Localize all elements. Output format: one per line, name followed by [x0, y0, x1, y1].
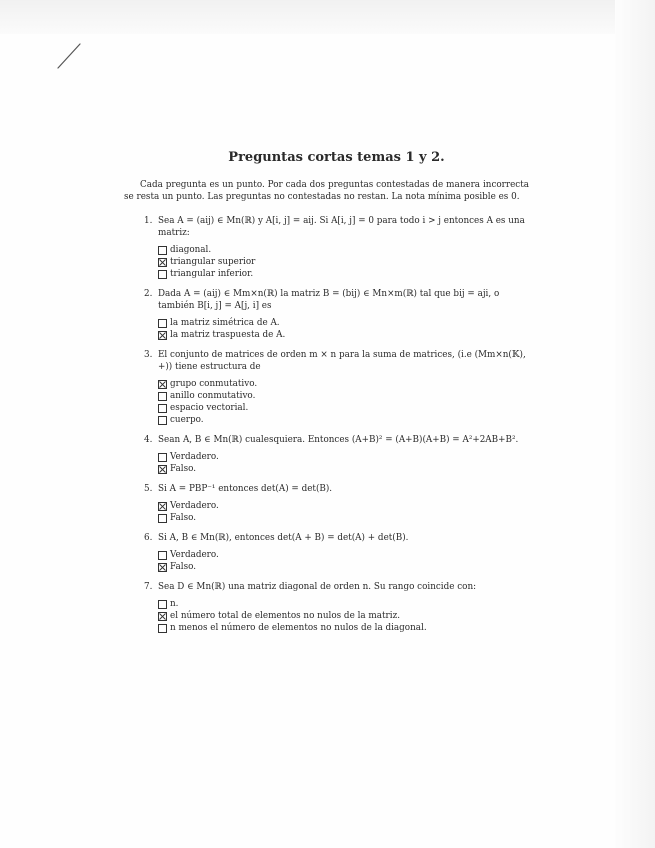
option-list — [158, 500, 529, 524]
option-item[interactable] — [158, 390, 529, 402]
option-item[interactable] — [158, 512, 529, 524]
question-text: Si A, B ∈ Mn(ℝ), entonces det(A + B) = det(A) + det(B). — [158, 533, 409, 543]
question-text: Dada A = (aij) ∈ Mm×n(ℝ) la matriz B = (bij) ∈ Mn×m(ℝ) tal que bij = aji, o también B[i, j] = A[j, i] es — [158, 289, 500, 311]
option-label: Falso. — [170, 513, 197, 523]
option-item[interactable] — [158, 451, 529, 463]
question-text: Sea A = (aij) ∈ Mn(ℝ) y A[i, j] = aij. Si A[i, j] = 0 para todo i > j entonces A es una matriz: — [158, 216, 525, 238]
question-body — [158, 349, 529, 426]
empty-checkbox[interactable] — [158, 624, 167, 633]
question-number: 5. — [144, 484, 153, 494]
option-list — [158, 598, 529, 634]
question-body — [158, 483, 529, 524]
option-label: grupo conmutativo. — [170, 379, 258, 389]
option-label: Verdadero. — [170, 501, 219, 511]
option-list — [158, 244, 529, 280]
question-number: 2. — [144, 289, 153, 299]
x-mark-icon — [159, 564, 166, 571]
option-label: triangular inferior. — [170, 269, 254, 279]
question-number: 6. — [144, 533, 153, 543]
x-mark-icon — [159, 613, 166, 620]
exam-sheet — [124, 150, 529, 642]
option-item[interactable] — [158, 268, 529, 280]
option-item[interactable] — [158, 402, 529, 414]
checked-checkbox[interactable] — [158, 380, 167, 389]
option-item[interactable] — [158, 378, 529, 390]
question-5 — [144, 483, 529, 524]
empty-checkbox[interactable] — [158, 453, 167, 462]
option-label: la matriz simétrica de A. — [170, 318, 280, 328]
question-3 — [144, 349, 529, 426]
option-item[interactable] — [158, 549, 529, 561]
question-text: El conjunto de matrices de orden m × n para la suma de matrices, (i.e (Mm×n(𝕂), +)) tiene estructura de — [158, 350, 526, 372]
option-item[interactable] — [158, 329, 529, 341]
empty-checkbox[interactable] — [158, 404, 167, 413]
question-text: Sean A, B ∈ Mn(ℝ) cualesquiera. Entonces (A+B)² = (A+B)(A+B) = A²+2AB+B². — [158, 435, 519, 445]
option-item[interactable] — [158, 317, 529, 329]
checked-checkbox[interactable] — [158, 258, 167, 267]
checked-checkbox[interactable] — [158, 465, 167, 474]
question-number: 4. — [144, 435, 153, 445]
option-list — [158, 451, 529, 475]
option-label: triangular superior — [170, 257, 256, 267]
x-mark-icon — [159, 503, 166, 510]
option-label: espacio vectorial. — [170, 403, 249, 413]
question-text: Si A = PBP⁻¹ entonces det(A) = det(B). — [158, 484, 333, 494]
option-label: n menos el número de elementos no nulos de la diagonal. — [170, 623, 427, 633]
option-label: el número total de elementos no nulos de la matriz. — [170, 611, 400, 621]
question-list — [144, 215, 529, 634]
option-label: cuerpo. — [170, 415, 204, 425]
checked-checkbox[interactable] — [158, 331, 167, 340]
question-number: 3. — [144, 350, 153, 360]
pen-stroke-mark — [52, 40, 84, 72]
question-1 — [144, 215, 529, 280]
option-label: Verdadero. — [170, 452, 219, 462]
question-2 — [144, 288, 529, 341]
option-label: diagonal. — [170, 245, 212, 255]
empty-checkbox[interactable] — [158, 392, 167, 401]
empty-checkbox[interactable] — [158, 551, 167, 560]
question-number: 7. — [144, 582, 153, 592]
option-item[interactable] — [158, 500, 529, 512]
option-label: Verdadero. — [170, 550, 219, 560]
option-item[interactable] — [158, 463, 529, 475]
option-label: Falso. — [170, 562, 197, 572]
x-mark-icon — [159, 332, 166, 339]
exam-instructions: Cada pregunta es un punto. Por cada dos preguntas contestadas de manera incorrecta se resta un punto. Las preguntas no contestadas no restan. La nota mínima posible es 0. — [124, 180, 529, 202]
option-label: Falso. — [170, 464, 197, 474]
x-mark-icon — [159, 466, 166, 473]
option-item[interactable] — [158, 598, 529, 610]
empty-checkbox[interactable] — [158, 270, 167, 279]
option-list — [158, 549, 529, 573]
question-body — [158, 215, 529, 280]
empty-checkbox[interactable] — [158, 600, 167, 609]
option-item[interactable] — [158, 414, 529, 426]
option-list — [158, 378, 529, 426]
question-4 — [144, 434, 529, 475]
paper-right-edge — [615, 0, 655, 848]
x-mark-icon — [159, 381, 166, 388]
option-item[interactable] — [158, 561, 529, 573]
question-body — [158, 532, 529, 573]
question-7 — [144, 581, 529, 634]
question-text: Sea D ∈ Mn(ℝ) una matriz diagonal de orden n. Su rango coincide con: — [158, 582, 477, 592]
option-label: la matriz traspuesta de A. — [170, 330, 286, 340]
option-item[interactable] — [158, 244, 529, 256]
question-body — [158, 581, 529, 634]
x-mark-icon — [159, 259, 166, 266]
empty-checkbox[interactable] — [158, 416, 167, 425]
paper-top-shadow — [0, 0, 655, 34]
option-list — [158, 317, 529, 341]
question-body — [158, 288, 529, 341]
empty-checkbox[interactable] — [158, 319, 167, 328]
exam-title: Preguntas cortas temas 1 y 2. — [228, 150, 445, 165]
option-label: n. — [170, 599, 179, 609]
checked-checkbox[interactable] — [158, 563, 167, 572]
question-number: 1. — [144, 216, 153, 226]
checked-checkbox[interactable] — [158, 612, 167, 621]
checked-checkbox[interactable] — [158, 502, 167, 511]
option-item[interactable] — [158, 256, 529, 268]
option-label: anillo conmutativo. — [170, 391, 256, 401]
empty-checkbox[interactable] — [158, 246, 167, 255]
option-item[interactable] — [158, 610, 529, 622]
question-6 — [144, 532, 529, 573]
question-body — [158, 434, 529, 475]
empty-checkbox[interactable] — [158, 514, 167, 523]
option-item[interactable] — [158, 622, 529, 634]
